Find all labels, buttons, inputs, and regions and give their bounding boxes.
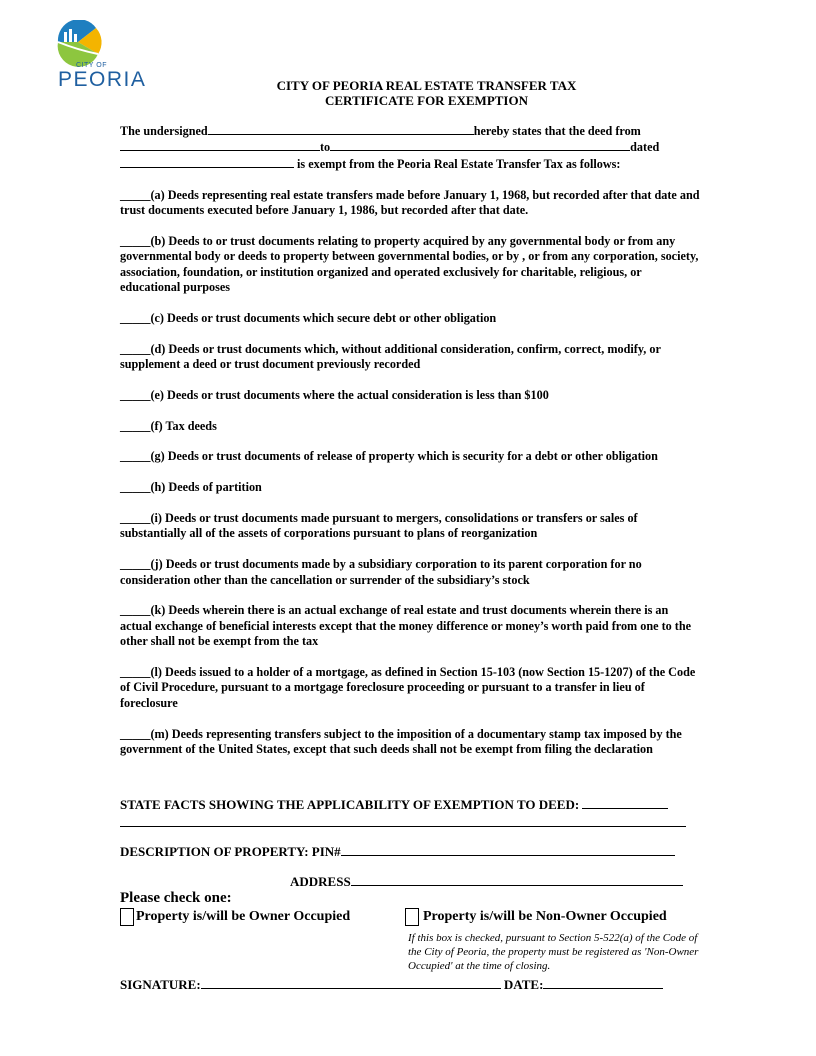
address-row [290,874,683,890]
exemption-item-d[interactable] [120,342,700,373]
description-row [120,844,675,860]
exemption-item-g[interactable] [120,449,700,464]
intro-paragraph [120,123,700,172]
facts-row [120,797,668,813]
description-label: DESCRIPTION OF PROPERTY: PIN# [120,844,341,859]
owner-occupied-checkbox[interactable] [120,908,134,926]
item-text: (m) Deeds representing transfers subject to the imposition of a documentary stamp tax imposed by the government of the United States, except that such deeds shall not be exempt from filing the declaration [120,726,682,757]
item-text: (a) Deeds representing real estate transfers made before January 1, 1968, but recorded after that date and trust documents executed before January 1, 1986, but recorded after that date. [120,187,700,218]
exemption-item-a[interactable] [120,188,700,219]
facts-label: STATE FACTS SHOWING THE APPLICABILITY OF EXEMPTION TO DEED: [120,797,580,812]
item-text: (b) Deeds to or trust documents relating to property acquired by any governmental body or from any governmental body or deeds to property between governmental bodies, or by , or from any corporation, society, association, foundation, or institution organized and operated exclusively for charitable, religious, or educational purposes [120,233,699,295]
logo-city-text: CITY OF [76,62,107,69]
item-blank[interactable]: _____ [120,387,151,402]
item-text: (c) Deeds or trust documents which secure debt or other obligation [150,310,497,325]
exemption-item-j[interactable] [120,557,700,588]
facts-field[interactable] [582,797,668,809]
signature-row [120,977,663,993]
item-blank[interactable]: _____ [120,480,151,495]
facts-line-2[interactable] [120,826,686,827]
logo-name-text: PEORIA [58,68,147,91]
item-text: (i) Deeds or trust documents made pursuant to mergers, consolidations or transfers or sales of substantially all of the assets of corporations pursuant to plans of reorganization [120,511,638,541]
address-label: ADDRESS [290,874,351,889]
non-owner-occupied-checkbox[interactable] [405,908,419,926]
dated-field[interactable] [120,156,294,168]
exemption-item-k[interactable] [120,603,700,649]
item-blank[interactable]: _____ [120,726,151,741]
item-text: (e) Deeds or trust documents where the actual consideration is less than $100 [150,387,549,402]
non-owner-occupied-label: Property is/will be Non-Owner Occupied [423,909,667,924]
states-label: hereby states that the deed from [473,124,641,138]
form-subtitle: CERTIFICATE FOR EXEMPTION [325,93,528,108]
item-text: (j) Deeds or trust documents made by a subsidiary corporation to its parent corporation for no consideration other than the cancellation or surrender of the subsidiary’s stock [120,557,642,587]
pin-field[interactable] [341,844,675,856]
undersigned-label: The undersigned [120,124,208,138]
exemption-item-f[interactable] [120,419,700,434]
item-text: (g) Deeds or trust documents of release of property which is security for a debt or other obligation [150,449,658,464]
owner-occupied-label: Property is/will be Owner Occupied [136,909,351,924]
exemption-item-c[interactable] [120,311,700,326]
item-blank[interactable]: _____ [120,310,151,325]
exemption-item-e[interactable] [120,388,700,403]
undersigned-field[interactable] [208,123,474,135]
exempt-label: is exempt from the Peoria Real Estate Transfer Tax as follows: [294,156,621,171]
deed-to-field[interactable] [330,139,630,151]
exemption-item-h[interactable] [120,480,700,495]
form-title: CITY OF PEORIA REAL ESTATE TRANSFER TAX [276,78,577,93]
exemption-item-i[interactable] [120,511,700,542]
item-text: (h) Deeds of partition [150,480,262,495]
form-body [120,123,700,773]
deed-from-field[interactable] [120,139,320,151]
item-text: (f) Tax deeds [150,418,217,433]
item-blank[interactable]: _____ [120,603,151,618]
item-blank[interactable]: _____ [120,233,151,248]
date-field[interactable] [543,977,663,989]
exemption-item-b[interactable] [120,234,700,296]
dated-label: dated [630,140,660,155]
item-text: (l) Deeds issued to a holder of a mortgage, as defined in Section 15-103 (now Section 15-1207) of the Code of Civil Procedure, pursuant to a mortgage foreclosure proceeding or pursuant to a transfer in lieu of foreclosure [120,665,696,710]
signature-field[interactable] [201,977,501,989]
item-blank[interactable]: _____ [120,187,151,202]
item-blank[interactable]: _____ [120,511,151,526]
item-blank[interactable]: _____ [120,418,151,433]
exemption-item-m[interactable] [120,727,700,758]
item-blank[interactable]: _____ [120,557,151,572]
item-text: (d) Deeds or trust documents which, without additional consideration, confirm, correct, modify, or supplement a deed or trust document previously recorded [120,341,661,372]
item-blank[interactable]: _____ [120,665,151,680]
item-blank[interactable]: _____ [120,449,151,464]
item-blank[interactable]: _____ [120,341,151,356]
item-text: (k) Deeds wherein there is an actual exchange of real estate and trust documents wherein there is an actual exchange of beneficial interests except that the money difference or money’s worth paid from one to the other shall not be exempt from the tax [120,603,692,649]
non-owner-note: If this box is checked, pursuant to Section 5-522(a) of the Code of the City of Peoria, the property must be registered as 'Non-Owner Occupied' at the time of closing. [408,932,699,972]
exemption-item-l[interactable] [120,665,700,711]
to-label: to [320,140,331,155]
signature-label: SIGNATURE: [120,977,201,992]
address-field[interactable] [351,874,683,886]
date-label: DATE: [503,977,544,992]
check-title: Please check one: [120,890,232,906]
